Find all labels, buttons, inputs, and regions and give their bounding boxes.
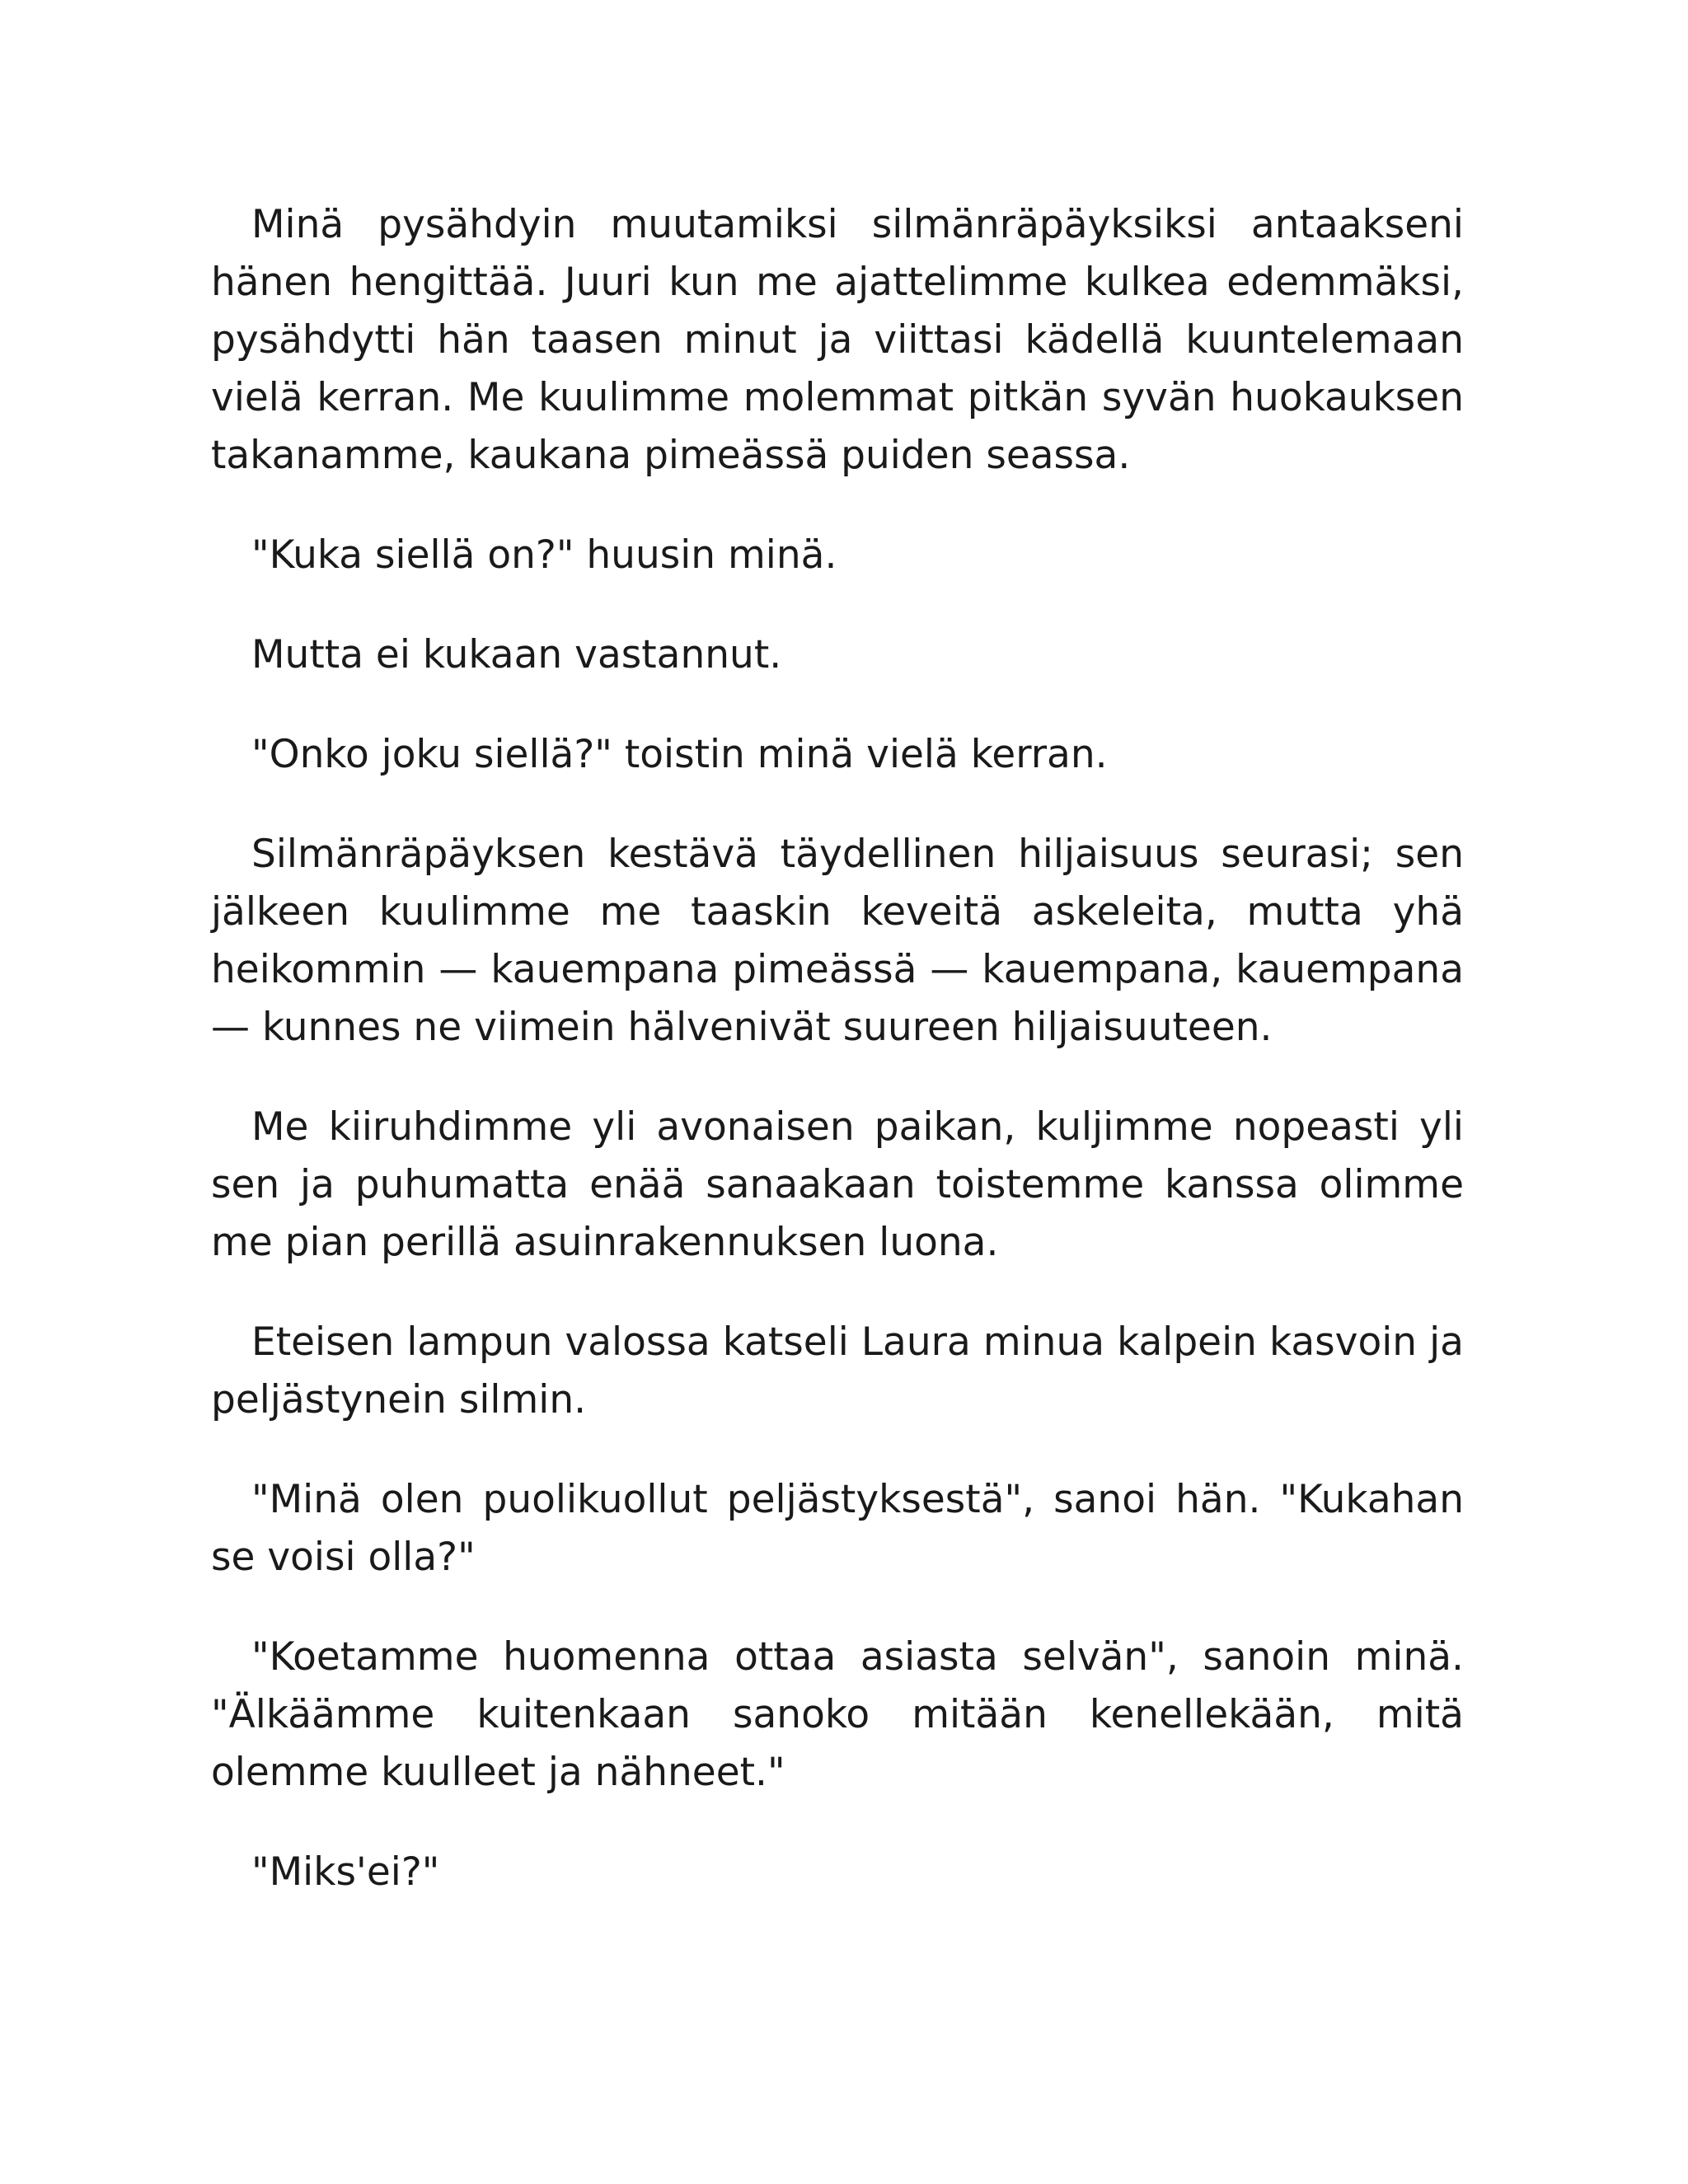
document-page xyxy=(211,196,1464,1943)
paragraph: Me kiiruhdimme yli avonaisen paikan, kuljimme nopeasti yli sen ja puhumatta enää sanaakaan toistemme kanssa olimme me pian perillä asuinrakennuksen luona. xyxy=(211,1104,1464,1265)
paragraph: Eteisen lampun valossa katseli Laura minua kalpein kasvoin ja peljästynein silmin. xyxy=(211,1319,1464,1422)
paragraph: "Onko joku siellä?" toistin minä vielä kerran. xyxy=(251,732,1108,777)
paragraph: "Koetamme huomenna ottaa asiasta selvän", sanoin minä. "Älkäämme kuitenkaan sanoko mitään kenellekään, mitä olemme kuulleet ja nähneet." xyxy=(211,1634,1464,1795)
paragraph: Minä pysähdyin muutamiksi silmänräpäyksiksi antaakseni hänen hengittää. Juuri kun me ajattelimme kulkea edemmäksi, pysähdytti hän taasen minut ja viittasi kädellä kuuntelemaan vielä kerran. Me kuulimme molemmat pitkän syvän huokauksen takanamme, kaukana pimeässä puiden seassa. xyxy=(211,202,1464,478)
paragraph: "Minä olen puolikuollut peljästyksestä", sanoi hän. "Kukahan se voisi olla?" xyxy=(211,1477,1464,1580)
paragraph: Mutta ei kukaan vastannut. xyxy=(251,632,782,677)
paragraph: "Kuka siellä on?" huusin minä. xyxy=(251,532,837,578)
paragraph: Silmänräpäyksen kestävä täydellinen hiljaisuus seurasi; sen jälkeen kuulimme me taaskin keveitä askeleita, mutta yhä heikommin — kauempana pimeässä — kauempana, kauempana — kunnes ne viimein hälvenivät suureen hiljaisuuteen. xyxy=(211,832,1464,1050)
paragraph: "Miks'ei?" xyxy=(251,1849,440,1895)
